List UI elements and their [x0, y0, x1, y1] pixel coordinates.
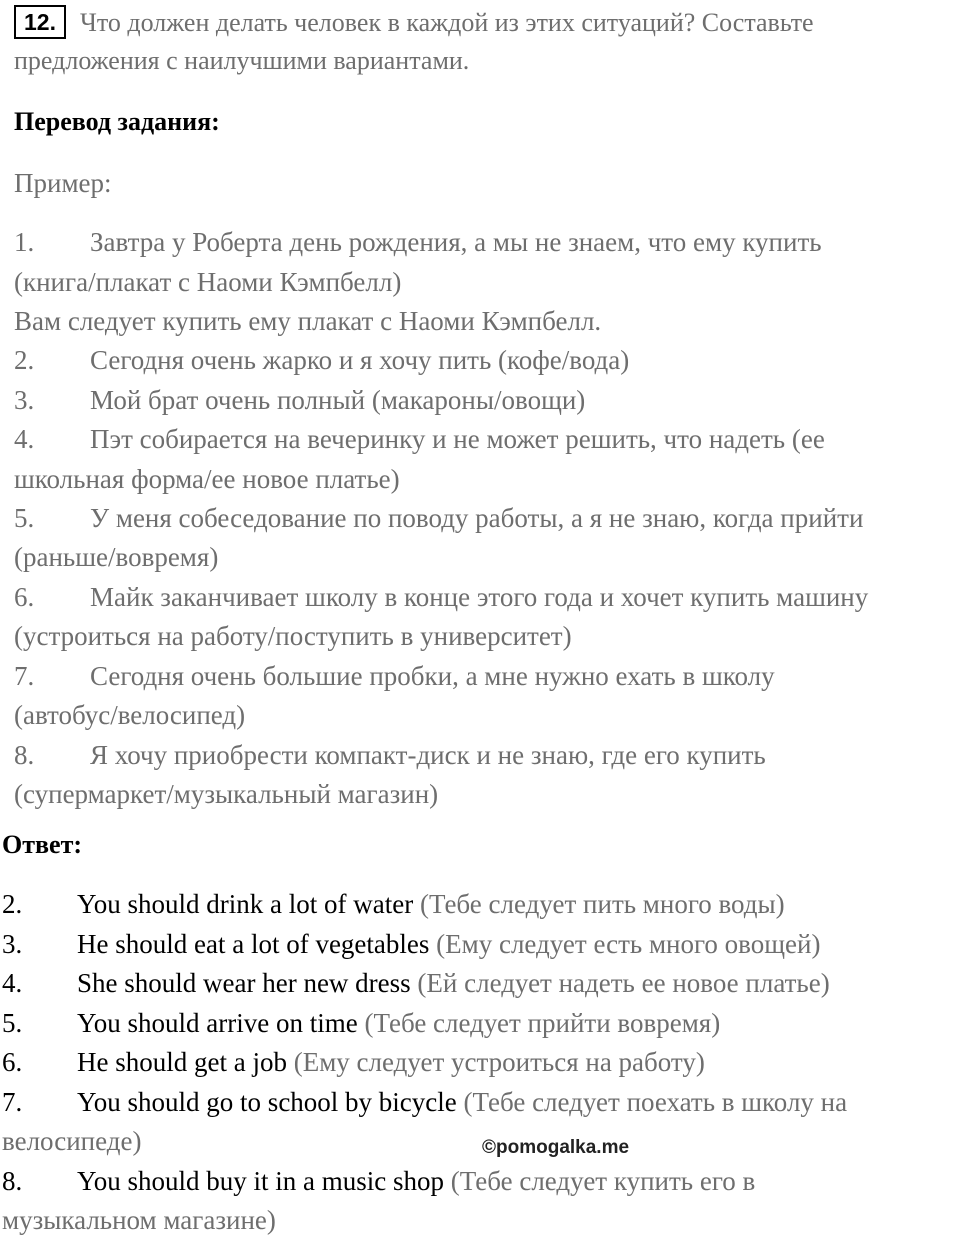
answer-item-3-english: He should eat a lot of vegetables	[77, 929, 430, 959]
answer-item-6-english: He should get a job	[77, 1047, 287, 1077]
answer-item-2-russian: (Тебе следует пить много воды)	[413, 889, 785, 919]
answer-item-4-number: 4.	[2, 968, 23, 998]
translation-item-1-line1: Завтра у Роберта день рождения, а мы не знаем, что ему купить	[90, 227, 822, 257]
example-label: Пример:	[14, 168, 112, 198]
translation-item-7-line1: Сегодня очень большие пробки, а мне нужно ехать в школу	[90, 661, 775, 691]
translation-item-8-line2: (супермаркет/музыкальный магазин)	[14, 779, 439, 809]
answer-item-8-russian-cont: музыкальном магазине)	[2, 1205, 276, 1235]
translation-item-2-line1: Сегодня очень жарко и я хочу пить (кофе/вода)	[90, 345, 630, 375]
answer-item-4-russian: (Ей следует надеть ее новое платье)	[410, 968, 830, 998]
answer-item-2-number: 2.	[2, 889, 23, 919]
answer-item-4	[77, 967, 830, 999]
translation-item-6-line2: (устроиться на работу/поступить в университет)	[14, 621, 572, 651]
translation-item-5-number: 5.	[14, 503, 35, 533]
answer-item-5	[77, 1007, 720, 1039]
translation-item-7-line2: (автобус/велосипед)	[14, 700, 246, 730]
answer-item-5-number: 5.	[2, 1008, 23, 1038]
answer-item-7-russian: (Тебе следует поехать в школу на	[456, 1087, 848, 1117]
answer-item-7-english: You should go to school by bicycle	[77, 1087, 457, 1117]
task-text-line2: предложения с наилучшими вариантами.	[14, 46, 470, 75]
answer-item-8-english: You should buy it in a music shop	[77, 1166, 445, 1196]
answer-item-8	[77, 1165, 755, 1197]
translation-item-4-number: 4.	[14, 424, 35, 454]
translation-item-4-line2: школьная форма/ее новое платье)	[14, 464, 400, 494]
answer-item-2	[77, 888, 785, 920]
answer-item-4-english: She should wear her new dress	[77, 968, 411, 998]
answer-heading: Ответ:	[2, 830, 83, 859]
answer-item-5-english: You should arrive on time	[77, 1008, 358, 1038]
answer-item-5-russian: (Тебе следует прийти вовремя)	[357, 1008, 721, 1038]
translation-item-6-line1: Майк заканчивает школу в конце этого года и хочет купить машину	[90, 582, 869, 612]
task-text-line1: Что должен делать человек в каждой из этих ситуаций? Составьте	[80, 8, 814, 37]
translation-item-1-line3: Вам следует купить ему плакат с Наоми Кэмпбелл.	[14, 306, 602, 336]
answer-item-2-english: You should drink a lot of water	[77, 889, 414, 919]
answer-item-6-russian: (Ему следует устроиться на работу)	[286, 1047, 705, 1077]
translation-item-1-number: 1.	[14, 227, 35, 257]
watermark: ©pomogalka.me	[482, 1137, 630, 1158]
translation-item-7-number: 7.	[14, 661, 35, 691]
translation-item-2-number: 2.	[14, 345, 35, 375]
answer-item-8-number: 8.	[2, 1166, 23, 1196]
translation-item-3-line1: Мой брат очень полный (макароны/овощи)	[90, 385, 586, 415]
translation-item-5-line1: У меня собеседование по поводу работы, а я не знаю, когда прийти	[90, 503, 864, 533]
answer-item-6-number: 6.	[2, 1047, 23, 1077]
answer-item-3-russian: (Ему следует есть много овощей)	[429, 929, 821, 959]
answer-item-7-number: 7.	[2, 1087, 23, 1117]
answer-item-8-russian: (Тебе следует купить его в	[444, 1166, 756, 1196]
translation-item-3-number: 3.	[14, 385, 35, 415]
translation-item-6-number: 6.	[14, 582, 35, 612]
answer-item-3-number: 3.	[2, 929, 23, 959]
answer-item-6	[77, 1046, 705, 1078]
answer-item-7	[77, 1086, 847, 1118]
translation-item-5-line2: (раньше/вовремя)	[14, 542, 219, 572]
answer-item-3	[77, 928, 820, 960]
translation-item-8-number: 8.	[14, 740, 35, 770]
translation-item-4-line1: Пэт собирается на вечеринку и не может решить, что надеть (ее	[90, 424, 825, 454]
translation-item-8-line1: Я хочу приобрести компакт-диск и не знаю, где его купить	[90, 740, 766, 770]
translation-item-1-line2: (книга/плакат с Наоми Кэмпбелл)	[14, 267, 402, 297]
answer-item-7-russian-cont: велосипеде)	[2, 1126, 142, 1156]
task-number-badge: 12.	[14, 5, 66, 39]
translation-heading: Перевод задания:	[14, 107, 220, 136]
